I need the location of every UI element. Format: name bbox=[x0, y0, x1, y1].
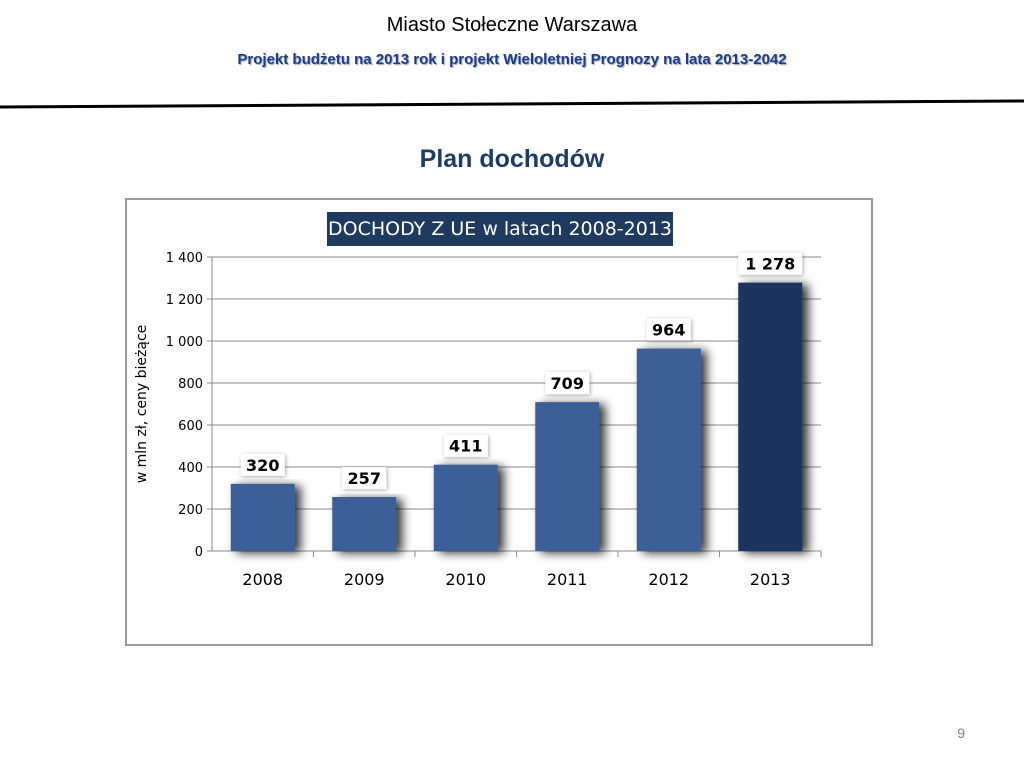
y-tick-label: 800 bbox=[178, 377, 203, 392]
data-label: 320 bbox=[246, 455, 280, 475]
x-tick-label: 2008 bbox=[242, 570, 284, 589]
bar-chart bbox=[127, 200, 871, 644]
header-divider bbox=[0, 96, 1024, 110]
chart-title: DOCHODY Z UE w latach 2008-2013 bbox=[327, 218, 673, 240]
x-tick-label: 2012 bbox=[648, 570, 690, 589]
y-tick-label: 400 bbox=[178, 461, 203, 476]
bar bbox=[637, 349, 701, 551]
y-tick-label: 1 000 bbox=[165, 335, 203, 350]
x-tick-label: 2010 bbox=[445, 570, 487, 589]
header-subtitle: Projekt budżetu na 2013 rok i projekt Wieloletniej Prognozy na lata 2013-2042 bbox=[237, 51, 787, 68]
y-tick-label: 0 bbox=[194, 545, 203, 560]
data-label: 257 bbox=[347, 469, 381, 489]
page-number: 9 bbox=[957, 725, 965, 741]
data-label: 709 bbox=[550, 374, 584, 394]
bar bbox=[434, 465, 498, 551]
data-label: 1 278 bbox=[745, 254, 796, 274]
bar bbox=[231, 484, 295, 551]
y-axis-label: w mln zł, ceny bieżące bbox=[134, 324, 150, 484]
x-tick-label: 2011 bbox=[546, 570, 588, 589]
slide-title: Plan dochodów bbox=[419, 145, 605, 173]
data-label: 964 bbox=[652, 320, 686, 340]
chart-container bbox=[125, 198, 873, 646]
x-tick-label: 2009 bbox=[343, 570, 385, 589]
bar bbox=[332, 497, 396, 551]
bar bbox=[738, 283, 802, 551]
data-label: 411 bbox=[449, 436, 483, 456]
y-tick-label: 200 bbox=[178, 503, 203, 518]
x-tick-label: 2013 bbox=[749, 570, 791, 589]
bar bbox=[535, 402, 599, 551]
header-title: Miasto Stołeczne Warszawa bbox=[386, 14, 638, 36]
y-tick-label: 1 200 bbox=[165, 293, 203, 308]
y-tick-label: 1 400 bbox=[165, 251, 203, 266]
y-tick-label: 600 bbox=[178, 419, 203, 434]
